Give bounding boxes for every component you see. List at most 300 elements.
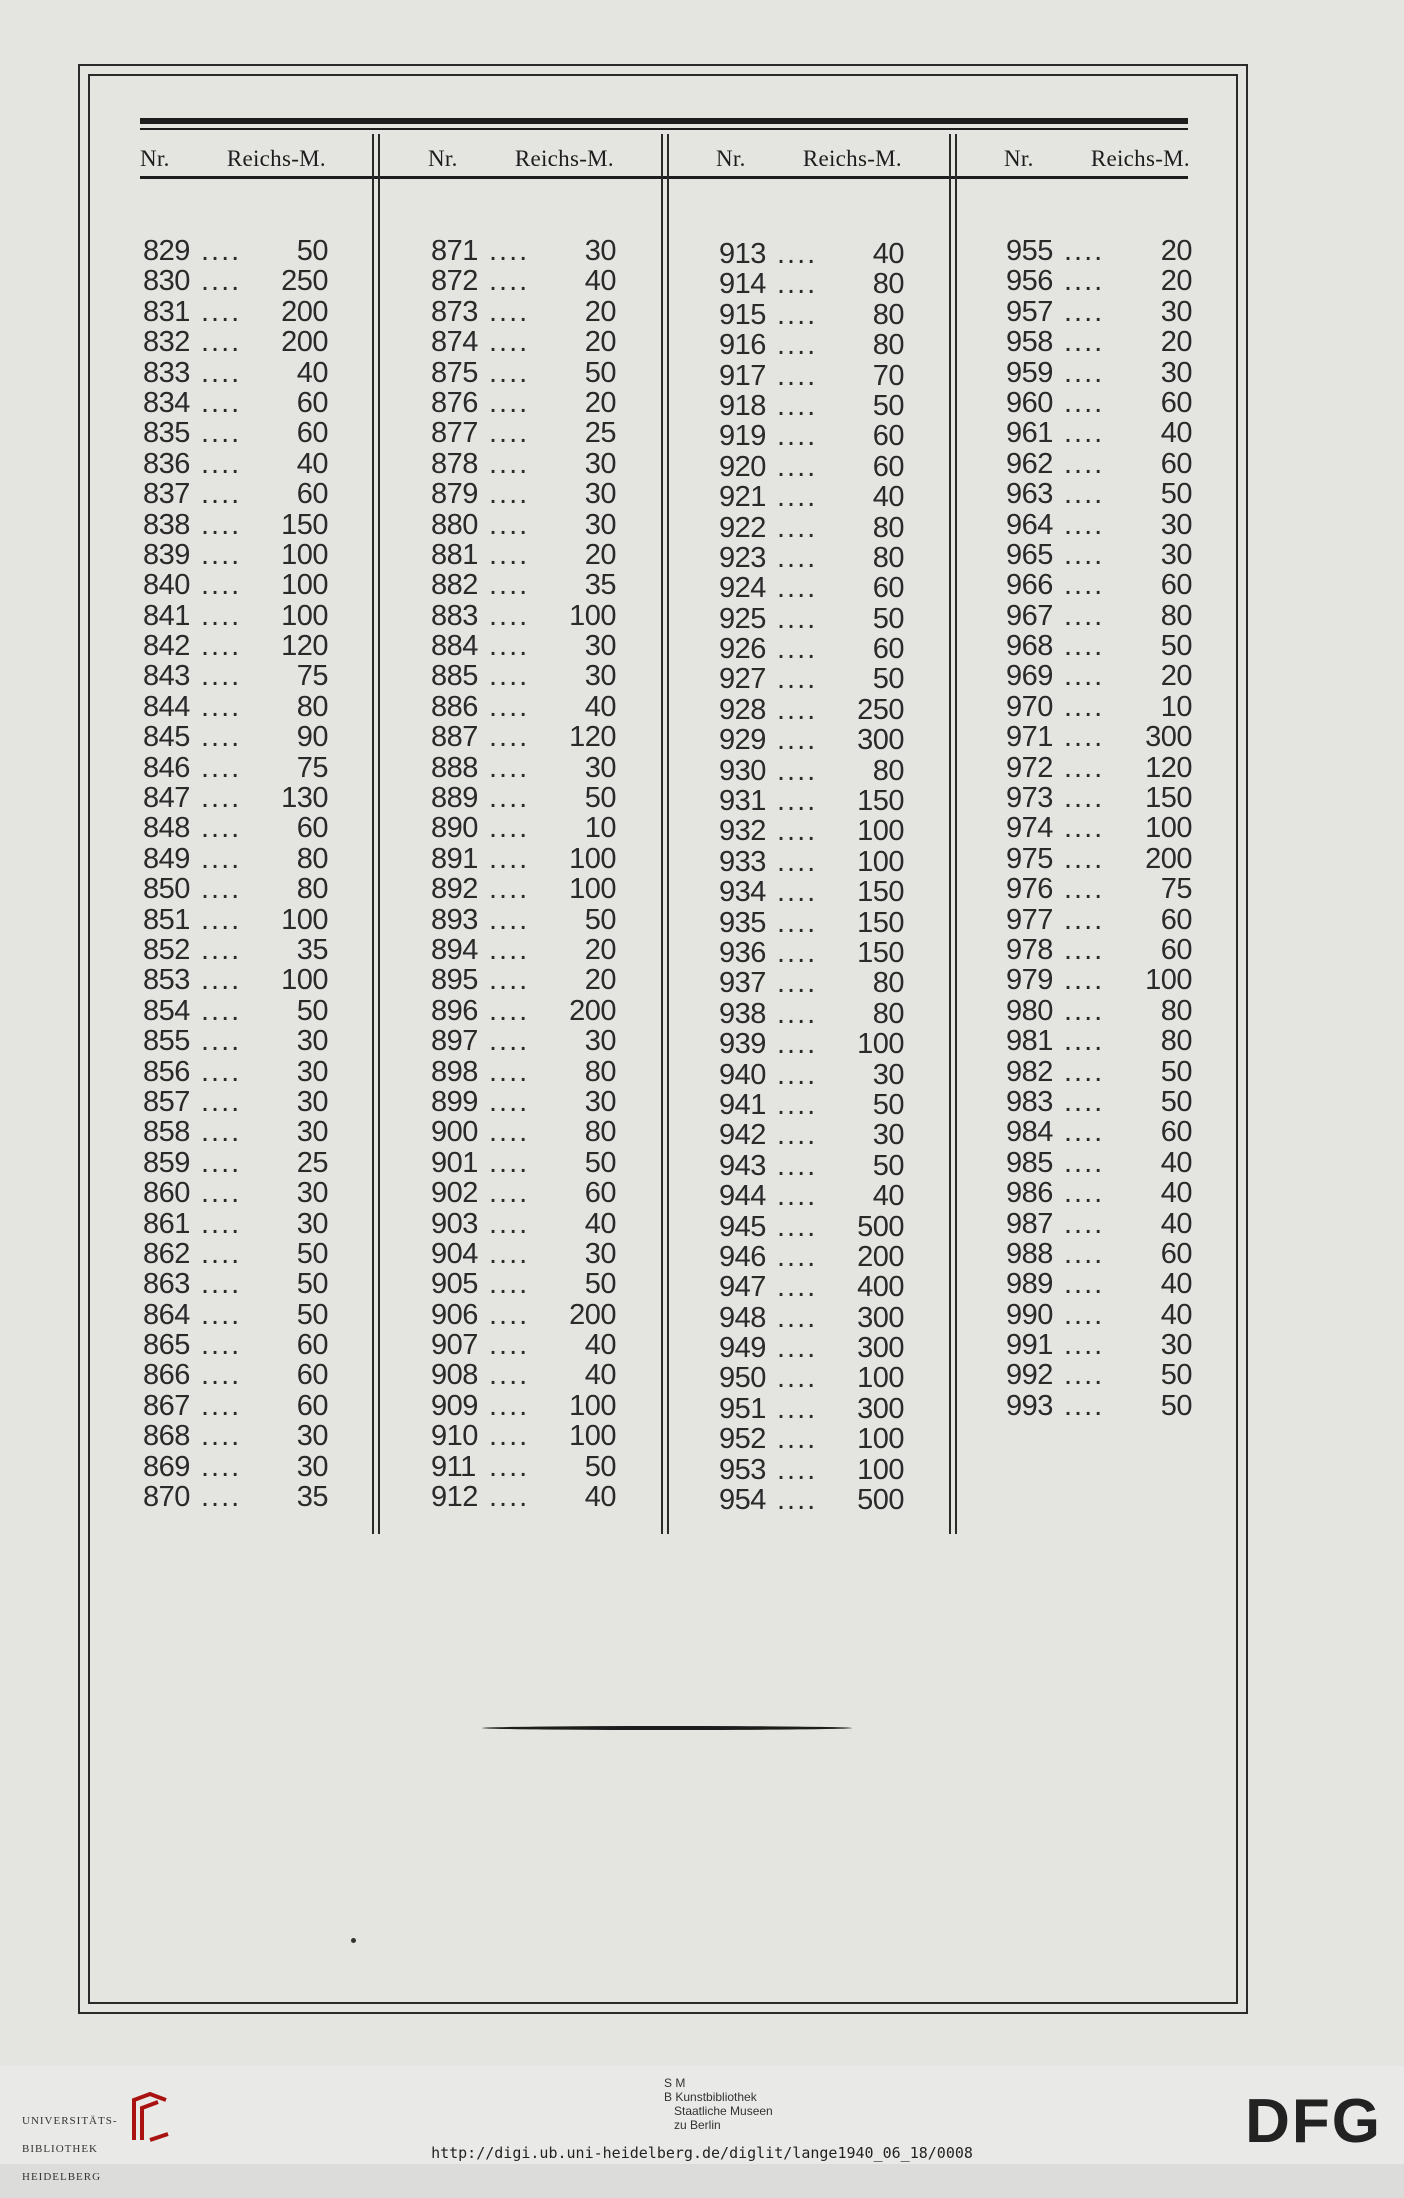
lot-number: 938 bbox=[719, 997, 766, 1030]
price-reichsmark: 50 bbox=[1160, 1389, 1192, 1422]
lot-number: 877 bbox=[431, 417, 478, 450]
price-column-1 bbox=[143, 236, 328, 1512]
table-row bbox=[719, 725, 904, 755]
price-reichsmark: 30 bbox=[1160, 538, 1192, 571]
leader-dots: .... bbox=[489, 1055, 530, 1088]
price-reichsmark: 30 bbox=[296, 1420, 328, 1453]
lot-number: 941 bbox=[719, 1088, 766, 1121]
leader-dots: .... bbox=[489, 599, 530, 632]
table-row bbox=[1006, 510, 1192, 540]
smb-kunstbibliothek-label bbox=[664, 2076, 773, 2132]
lot-number: 950 bbox=[719, 1362, 766, 1395]
table-row bbox=[719, 300, 904, 330]
lot-number: 842 bbox=[143, 630, 190, 663]
lot-number: 989 bbox=[1006, 1268, 1053, 1301]
table-row bbox=[1006, 1360, 1192, 1390]
lot-number: 977 bbox=[1006, 903, 1053, 936]
leader-dots: .... bbox=[777, 1484, 818, 1517]
university-library-logo-icon bbox=[128, 2090, 172, 2146]
price-reichsmark: 40 bbox=[872, 1180, 904, 1213]
source-url-link[interactable]: http://digi.ub.uni-heidelberg.de/diglit/lange1940_06_18/0008 bbox=[431, 2144, 973, 2162]
price-reichsmark: 50 bbox=[584, 356, 616, 389]
lot-number: 937 bbox=[719, 967, 766, 1000]
dfg-logo: DFG bbox=[1245, 2087, 1382, 2156]
price-reichsmark: 150 bbox=[857, 876, 904, 909]
lot-number: 864 bbox=[143, 1298, 190, 1331]
lot-number: 861 bbox=[143, 1207, 190, 1240]
leader-dots: .... bbox=[777, 1240, 818, 1273]
leader-dots: .... bbox=[489, 873, 530, 906]
table-row bbox=[1006, 935, 1192, 965]
lot-number: 837 bbox=[143, 478, 190, 511]
leader-dots: .... bbox=[201, 356, 242, 389]
leader-dots: .... bbox=[1064, 812, 1105, 845]
table-row bbox=[719, 816, 904, 846]
leader-dots: .... bbox=[489, 690, 530, 723]
lot-number: 944 bbox=[719, 1180, 766, 1213]
table-row bbox=[719, 1455, 904, 1485]
leader-dots: .... bbox=[201, 1025, 242, 1058]
table-row bbox=[431, 783, 616, 813]
leader-dots: .... bbox=[201, 235, 242, 267]
university-line: HEIDELBERG bbox=[22, 2171, 102, 2183]
price-reichsmark: 40 bbox=[1160, 417, 1192, 450]
leader-dots: .... bbox=[201, 265, 242, 298]
lot-number: 885 bbox=[431, 660, 478, 693]
lot-number: 980 bbox=[1006, 994, 1053, 1027]
lot-number: 829 bbox=[143, 235, 190, 267]
lot-number: 844 bbox=[143, 690, 190, 723]
price-reichsmark: 75 bbox=[296, 751, 328, 784]
leader-dots: .... bbox=[489, 538, 530, 571]
price-reichsmark: 50 bbox=[872, 663, 904, 696]
table-row bbox=[1006, 753, 1192, 783]
header-bottom-rule bbox=[140, 176, 1188, 179]
table-row bbox=[1006, 388, 1192, 418]
table-row bbox=[719, 1090, 904, 1120]
price-reichsmark: 30 bbox=[1160, 295, 1192, 328]
leader-dots: .... bbox=[777, 420, 818, 453]
price-reichsmark: 40 bbox=[872, 481, 904, 514]
price-reichsmark: 75 bbox=[296, 660, 328, 693]
price-reichsmark: 60 bbox=[872, 450, 904, 483]
price-reichsmark: 30 bbox=[584, 447, 616, 480]
price-reichsmark: 30 bbox=[584, 478, 616, 511]
leader-dots: .... bbox=[1064, 1085, 1105, 1118]
leader-dots: .... bbox=[777, 1149, 818, 1182]
leader-dots: .... bbox=[201, 1268, 242, 1301]
lot-number: 856 bbox=[143, 1055, 190, 1088]
lot-number: 923 bbox=[719, 541, 766, 574]
lot-number: 893 bbox=[431, 903, 478, 936]
price-reichsmark: 60 bbox=[1160, 569, 1192, 602]
table-row bbox=[431, 1391, 616, 1421]
lot-number: 834 bbox=[143, 386, 190, 419]
leader-dots: .... bbox=[489, 842, 530, 875]
table-row bbox=[719, 1181, 904, 1211]
lot-number: 928 bbox=[719, 693, 766, 726]
table-row bbox=[431, 570, 616, 600]
price-reichsmark: 30 bbox=[584, 235, 616, 267]
lot-number: 897 bbox=[431, 1025, 478, 1058]
table-row bbox=[431, 358, 616, 388]
table-row bbox=[143, 358, 328, 388]
leader-dots: .... bbox=[201, 994, 242, 1027]
lot-number: 859 bbox=[143, 1146, 190, 1179]
leader-dots: .... bbox=[1064, 235, 1105, 267]
lot-number: 838 bbox=[143, 508, 190, 541]
leader-dots: .... bbox=[201, 903, 242, 936]
lot-number: 855 bbox=[143, 1025, 190, 1058]
lot-number: 905 bbox=[431, 1268, 478, 1301]
table-row bbox=[719, 1303, 904, 1333]
table-row bbox=[431, 905, 616, 935]
leader-dots: .... bbox=[777, 967, 818, 1000]
table-row bbox=[719, 634, 904, 664]
lot-number: 881 bbox=[431, 538, 478, 571]
leader-dots: .... bbox=[1064, 1116, 1105, 1149]
lot-number: 871 bbox=[431, 235, 478, 267]
price-reichsmark: 40 bbox=[872, 238, 904, 270]
price-reichsmark: 35 bbox=[296, 933, 328, 966]
lot-number: 981 bbox=[1006, 1025, 1053, 1058]
leader-dots: .... bbox=[1064, 265, 1105, 298]
table-row bbox=[1006, 479, 1192, 509]
lot-number: 900 bbox=[431, 1116, 478, 1149]
leader-dots: .... bbox=[201, 1389, 242, 1422]
leader-dots: .... bbox=[201, 599, 242, 632]
lot-number: 948 bbox=[719, 1301, 766, 1334]
table-row bbox=[143, 1026, 328, 1056]
price-reichsmark: 40 bbox=[584, 690, 616, 723]
table-row bbox=[143, 449, 328, 479]
leader-dots: .... bbox=[201, 417, 242, 450]
price-reichsmark: 30 bbox=[296, 1116, 328, 1149]
price-reichsmark: 40 bbox=[296, 447, 328, 480]
table-row bbox=[719, 1333, 904, 1363]
leader-dots: .... bbox=[201, 538, 242, 571]
table-row bbox=[431, 996, 616, 1026]
table-row bbox=[143, 996, 328, 1026]
price-reichsmark: 30 bbox=[872, 1058, 904, 1091]
price-reichsmark: 40 bbox=[1160, 1146, 1192, 1179]
leader-dots: .... bbox=[489, 1450, 530, 1483]
table-row bbox=[143, 1209, 328, 1239]
lot-number: 936 bbox=[719, 936, 766, 969]
table-row bbox=[719, 1029, 904, 1059]
table-row bbox=[1006, 965, 1192, 995]
leader-dots: .... bbox=[777, 1271, 818, 1304]
leader-dots: .... bbox=[489, 1116, 530, 1149]
price-reichsmark: 50 bbox=[1160, 630, 1192, 663]
lot-number: 992 bbox=[1006, 1359, 1053, 1392]
leader-dots: .... bbox=[201, 782, 242, 815]
table-row bbox=[143, 327, 328, 357]
leader-dots: .... bbox=[201, 1177, 242, 1210]
price-reichsmark: 80 bbox=[872, 329, 904, 362]
price-reichsmark: 130 bbox=[281, 782, 328, 815]
price-reichsmark: 100 bbox=[569, 1420, 616, 1453]
leader-dots: .... bbox=[1064, 356, 1105, 389]
leader-dots: .... bbox=[1064, 326, 1105, 359]
leader-dots: .... bbox=[1064, 599, 1105, 632]
leader-dots: .... bbox=[1064, 842, 1105, 875]
leader-dots: .... bbox=[1064, 630, 1105, 663]
lot-number: 843 bbox=[143, 660, 190, 693]
table-row bbox=[143, 783, 328, 813]
price-reichsmark: 20 bbox=[584, 964, 616, 997]
lot-number: 858 bbox=[143, 1116, 190, 1149]
lot-number: 934 bbox=[719, 876, 766, 909]
lot-number: 940 bbox=[719, 1058, 766, 1091]
table-row bbox=[431, 479, 616, 509]
price-reichsmark: 60 bbox=[1160, 933, 1192, 966]
price-reichsmark: 100 bbox=[569, 1389, 616, 1422]
lot-number: 926 bbox=[719, 633, 766, 666]
table-row bbox=[143, 1239, 328, 1269]
table-row bbox=[143, 661, 328, 691]
price-reichsmark: 80 bbox=[296, 842, 328, 875]
leader-dots: .... bbox=[489, 630, 530, 663]
lot-number: 899 bbox=[431, 1085, 478, 1118]
price-reichsmark: 60 bbox=[296, 386, 328, 419]
price-reichsmark: 60 bbox=[296, 417, 328, 450]
table-row bbox=[431, 1360, 616, 1390]
table-row bbox=[431, 236, 616, 266]
table-row bbox=[431, 661, 616, 691]
price-reichsmark: 150 bbox=[1145, 782, 1192, 815]
lot-number: 953 bbox=[719, 1453, 766, 1486]
lot-number: 832 bbox=[143, 326, 190, 359]
price-reichsmark: 50 bbox=[296, 994, 328, 1027]
leader-dots: .... bbox=[777, 298, 818, 331]
lot-number: 857 bbox=[143, 1085, 190, 1118]
leader-dots: .... bbox=[489, 569, 530, 602]
leader-dots: .... bbox=[777, 936, 818, 969]
table-row bbox=[143, 510, 328, 540]
table-row bbox=[719, 1485, 904, 1515]
table-row bbox=[719, 847, 904, 877]
price-reichsmark: 10 bbox=[1160, 690, 1192, 723]
leader-dots: .... bbox=[1064, 417, 1105, 450]
price-reichsmark: 100 bbox=[1145, 812, 1192, 845]
table-row bbox=[143, 1452, 328, 1482]
leader-dots: .... bbox=[1064, 1237, 1105, 1270]
lot-number: 961 bbox=[1006, 417, 1053, 450]
price-reichsmark: 40 bbox=[296, 356, 328, 389]
leader-dots: .... bbox=[777, 876, 818, 909]
table-row bbox=[1006, 1269, 1192, 1299]
lot-number: 910 bbox=[431, 1420, 478, 1453]
leader-dots: .... bbox=[201, 1055, 242, 1088]
lot-number: 883 bbox=[431, 599, 478, 632]
table-row bbox=[431, 1026, 616, 1056]
lot-number: 983 bbox=[1006, 1085, 1053, 1118]
leader-dots: .... bbox=[201, 751, 242, 784]
table-row bbox=[1006, 1330, 1192, 1360]
leader-dots: .... bbox=[777, 845, 818, 878]
lot-number: 982 bbox=[1006, 1055, 1053, 1088]
lot-number: 831 bbox=[143, 295, 190, 328]
lot-number: 841 bbox=[143, 599, 190, 632]
leader-dots: .... bbox=[201, 1298, 242, 1331]
price-reichsmark: 20 bbox=[1160, 235, 1192, 267]
price-reichsmark: 150 bbox=[281, 508, 328, 541]
leader-dots: .... bbox=[777, 997, 818, 1030]
table-row bbox=[719, 1120, 904, 1150]
page-speck bbox=[351, 1938, 356, 1943]
table-row bbox=[719, 604, 904, 634]
lot-number: 862 bbox=[143, 1237, 190, 1270]
lot-number: 955 bbox=[1006, 235, 1053, 267]
leader-dots: .... bbox=[777, 572, 818, 605]
lot-number: 972 bbox=[1006, 751, 1053, 784]
column-header bbox=[428, 146, 614, 174]
leader-dots: .... bbox=[1064, 1389, 1105, 1422]
leader-dots: .... bbox=[489, 508, 530, 541]
table-row bbox=[431, 1117, 616, 1147]
table-row bbox=[143, 540, 328, 570]
lot-number: 960 bbox=[1006, 386, 1053, 419]
price-reichsmark: 80 bbox=[296, 873, 328, 906]
lot-number: 846 bbox=[143, 751, 190, 784]
table-row bbox=[143, 1178, 328, 1208]
leader-dots: .... bbox=[489, 903, 530, 936]
lot-number: 942 bbox=[719, 1119, 766, 1152]
table-row bbox=[431, 965, 616, 995]
lot-number: 902 bbox=[431, 1177, 478, 1210]
price-reichsmark: 50 bbox=[872, 1149, 904, 1182]
table-row bbox=[1006, 449, 1192, 479]
lot-number: 853 bbox=[143, 964, 190, 997]
price-reichsmark: 30 bbox=[584, 660, 616, 693]
table-row bbox=[143, 1421, 328, 1451]
price-reichsmark: 50 bbox=[1160, 478, 1192, 511]
price-reichsmark: 40 bbox=[1160, 1207, 1192, 1240]
price-reichsmark: 80 bbox=[296, 690, 328, 723]
table-row bbox=[719, 361, 904, 391]
lot-number: 962 bbox=[1006, 447, 1053, 480]
price-reichsmark: 10 bbox=[584, 812, 616, 845]
lot-number: 935 bbox=[719, 906, 766, 939]
table-row bbox=[719, 1151, 904, 1181]
table-row bbox=[1006, 905, 1192, 935]
price-reichsmark: 30 bbox=[1160, 356, 1192, 389]
price-reichsmark: 20 bbox=[1160, 326, 1192, 359]
price-reichsmark: 60 bbox=[296, 1329, 328, 1362]
price-column-2 bbox=[431, 236, 616, 1512]
leader-dots: .... bbox=[1064, 447, 1105, 480]
leader-dots: .... bbox=[201, 1237, 242, 1270]
leader-dots: .... bbox=[1064, 751, 1105, 784]
column-separator bbox=[378, 134, 380, 1534]
lot-number: 918 bbox=[719, 389, 766, 422]
column-separator bbox=[955, 134, 957, 1534]
lot-number: 880 bbox=[431, 508, 478, 541]
table-row bbox=[431, 631, 616, 661]
lot-number: 946 bbox=[719, 1240, 766, 1273]
leader-dots: .... bbox=[489, 417, 530, 450]
price-reichsmark: 50 bbox=[296, 235, 328, 267]
leader-dots: .... bbox=[777, 1332, 818, 1365]
price-reichsmark: 80 bbox=[584, 1116, 616, 1149]
leader-dots: .... bbox=[489, 1177, 530, 1210]
lot-number: 835 bbox=[143, 417, 190, 450]
table-row bbox=[1006, 418, 1192, 448]
price-reichsmark: 60 bbox=[1160, 1237, 1192, 1270]
lot-number: 929 bbox=[719, 724, 766, 757]
lot-number: 876 bbox=[431, 386, 478, 419]
lot-number: 990 bbox=[1006, 1298, 1053, 1331]
lot-number: 840 bbox=[143, 569, 190, 602]
price-reichsmark: 60 bbox=[872, 420, 904, 453]
leader-dots: .... bbox=[777, 1423, 818, 1456]
table-row bbox=[143, 1482, 328, 1512]
price-reichsmark: 60 bbox=[1160, 447, 1192, 480]
table-row bbox=[1006, 1209, 1192, 1239]
table-row bbox=[1006, 874, 1192, 904]
leader-dots: .... bbox=[201, 630, 242, 663]
table-row bbox=[719, 1363, 904, 1393]
leader-dots: .... bbox=[777, 1180, 818, 1213]
price-reichsmark: 20 bbox=[584, 538, 616, 571]
table-row bbox=[1006, 813, 1192, 843]
lot-number: 888 bbox=[431, 751, 478, 784]
table-row bbox=[1006, 1300, 1192, 1330]
leader-dots: .... bbox=[1064, 873, 1105, 906]
lot-number: 969 bbox=[1006, 660, 1053, 693]
table-row bbox=[1006, 601, 1192, 631]
lot-number: 920 bbox=[719, 450, 766, 483]
table-row bbox=[431, 692, 616, 722]
leader-dots: .... bbox=[777, 359, 818, 392]
price-reichsmark: 35 bbox=[584, 569, 616, 602]
table-row bbox=[431, 935, 616, 965]
lot-number: 907 bbox=[431, 1329, 478, 1362]
table-row bbox=[431, 753, 616, 783]
price-reichsmark: 60 bbox=[872, 572, 904, 605]
leader-dots: .... bbox=[777, 663, 818, 696]
table-row bbox=[1006, 297, 1192, 327]
price-reichsmark: 40 bbox=[584, 1207, 616, 1240]
leader-dots: .... bbox=[1064, 964, 1105, 997]
lot-number: 959 bbox=[1006, 356, 1053, 389]
table-row bbox=[1006, 1026, 1192, 1056]
leader-dots: .... bbox=[777, 268, 818, 301]
table-row bbox=[143, 1391, 328, 1421]
table-row bbox=[1006, 1178, 1192, 1208]
lot-number: 895 bbox=[431, 964, 478, 997]
leader-dots: .... bbox=[489, 1420, 530, 1453]
price-reichsmark: 200 bbox=[1145, 842, 1192, 875]
lot-number: 993 bbox=[1006, 1389, 1053, 1422]
lot-number: 833 bbox=[143, 356, 190, 389]
leader-dots: .... bbox=[201, 1146, 242, 1179]
table-row bbox=[431, 510, 616, 540]
price-reichsmark: 50 bbox=[584, 1450, 616, 1483]
header-nr: Nr. bbox=[1004, 146, 1034, 171]
price-reichsmark: 30 bbox=[584, 751, 616, 784]
leader-dots: .... bbox=[489, 356, 530, 389]
price-reichsmark: 30 bbox=[296, 1207, 328, 1240]
leader-dots: .... bbox=[201, 326, 242, 359]
lot-number: 973 bbox=[1006, 782, 1053, 815]
table-row bbox=[431, 1452, 616, 1482]
lot-number: 889 bbox=[431, 782, 478, 815]
table-row bbox=[1006, 1087, 1192, 1117]
price-reichsmark: 30 bbox=[296, 1450, 328, 1483]
lot-number: 915 bbox=[719, 298, 766, 331]
